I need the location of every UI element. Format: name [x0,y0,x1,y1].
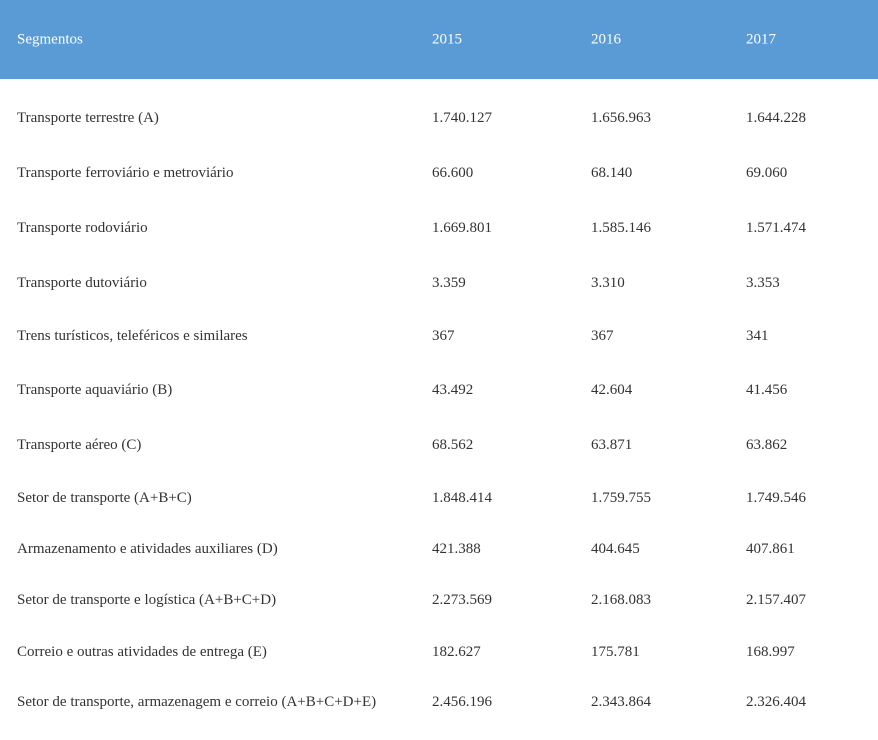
value-2016: 367 [591,328,614,344]
value-2016: 63.871 [591,437,633,453]
value-2017: 407.861 [746,541,795,557]
value-2015: 182.627 [432,644,481,660]
header-2017: 2017 [746,31,776,47]
table-row [0,163,878,183]
segment-label: Transporte aéreo (C) [17,437,142,453]
value-2016: 2.168.083 [591,592,651,608]
value-2017: 1.644.228 [746,110,806,126]
value-2017: 63.862 [746,437,788,453]
value-2017: 69.060 [746,165,788,181]
value-2016: 1.585.146 [591,220,651,236]
table-body [0,79,878,740]
table-row [0,692,878,712]
segment-label: Setor de transporte e logística (A+B+C+D) [17,592,277,608]
segment-label: Armazenamento e atividades auxiliares (D) [17,541,278,557]
segment-label: Trens turísticos, teleféricos e similares [17,328,248,344]
value-2017: 1.571.474 [746,220,806,236]
value-2015: 43.492 [432,382,474,398]
value-2017: 341 [746,328,769,344]
header-2016: 2016 [591,31,621,47]
segment-label: Correio e outras atividades de entrega (E) [17,644,267,660]
value-2015: 2.273.569 [432,592,492,608]
value-2016: 2.343.864 [591,694,651,710]
table-header [0,0,878,79]
value-2016: 42.604 [591,382,633,398]
value-2016: 1.759.755 [591,490,651,506]
value-2016: 175.781 [591,644,640,660]
segment-label: Transporte dutoviário [17,275,147,291]
segment-label: Transporte aquaviário (B) [17,382,173,398]
value-2015: 66.600 [432,165,474,181]
value-2015: 1.740.127 [432,110,492,126]
table-row [0,273,878,293]
table-row [0,539,878,559]
value-2017: 2.157.407 [746,592,806,608]
table-row [0,642,878,662]
table-row [0,218,878,238]
table-row [0,435,878,455]
value-2015: 3.359 [432,275,466,291]
table-row [0,488,878,508]
value-2017: 168.997 [746,644,795,660]
value-2017: 1.749.546 [746,490,806,506]
value-2016: 1.656.963 [591,110,651,126]
segment-label: Transporte terrestre (A) [17,110,159,126]
segment-label: Transporte rodoviário [17,220,148,236]
table-row [0,380,878,400]
value-2015: 367 [432,328,455,344]
value-2015: 1.848.414 [432,490,492,506]
table-row [0,326,878,346]
value-2016: 68.140 [591,165,633,181]
table-row [0,108,878,128]
segment-label: Setor de transporte (A+B+C) [17,490,192,506]
segment-label: Transporte ferroviário e metroviário [17,165,234,181]
value-2016: 404.645 [591,541,640,557]
value-2017: 2.326.404 [746,694,806,710]
value-2015: 68.562 [432,437,474,453]
value-2015: 1.669.801 [432,220,492,236]
header-2015: 2015 [432,31,462,47]
header-segmentos: Segmentos [17,31,83,47]
value-2015: 2.456.196 [432,694,492,710]
value-2017: 3.353 [746,275,780,291]
value-2015: 421.388 [432,541,481,557]
value-2016: 3.310 [591,275,625,291]
value-2017: 41.456 [746,382,788,398]
table-row [0,590,878,610]
segment-label: Setor de transporte, armazenagem e correio (A+B+C+D+E) [17,694,377,710]
